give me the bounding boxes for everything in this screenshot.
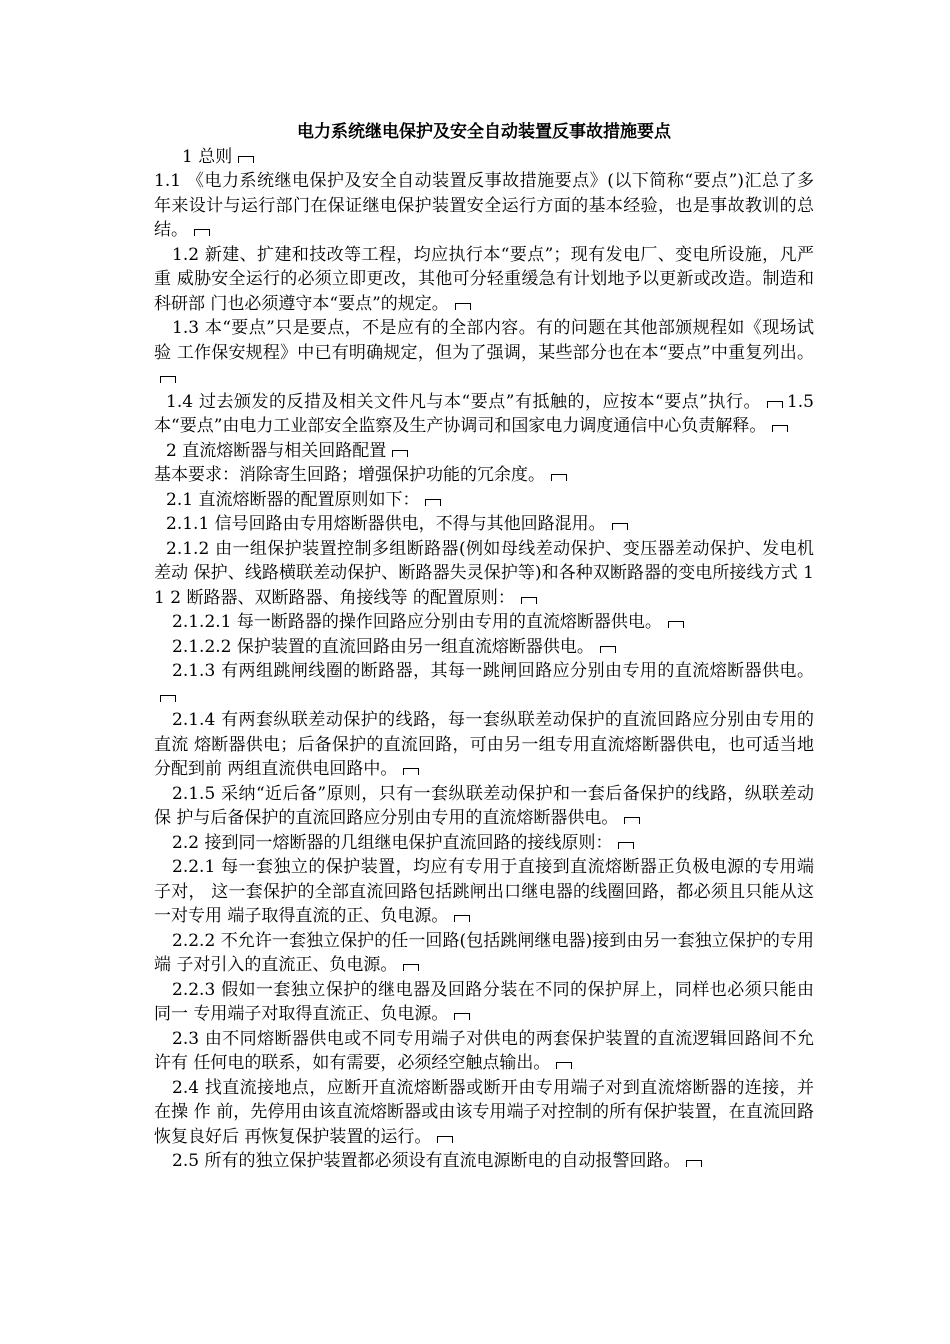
paragraph-text: 2.1.3 有两组跳闸线圈的断路器，其每一跳闸回路应分别由专用的直流熔断器供电。 <box>172 661 814 681</box>
paragraph-text: 2.2.3 假如一套独立保护的继电器及回路分装在不同的保护屏上，同样也必须只能由同一 专用端子对取得直流正、负电源。 <box>154 979 814 1024</box>
paragraph-mark-icon <box>600 646 616 653</box>
paragraph <box>154 145 814 170</box>
paragraph-mark-icon <box>551 474 567 481</box>
paragraph-mark-icon <box>767 401 783 408</box>
paragraph <box>154 463 814 488</box>
paragraph-text: 1.1 《电力系统继电保护及安全自动装置反事故措施要点》(以下简称“要点”)汇总了多 年来设计与运行部门在保证继电保护装置安全运行方面的基本经验，也是事故教训的总结。 <box>154 171 814 240</box>
paragraph-text: 2.1.5 采纳“近后备”原则，只有一套纵联差动保护和一套后备保护的线路，纵联差动保 护与后备保护的直流回路应分别由专用的直流熔断器供电。 <box>154 783 814 828</box>
section-heading <box>154 439 814 464</box>
paragraph-text: 2.1.4 有两套纵联差动保护的线路，每一套纵联差动保护的直流回路应分别由专用的直流 熔断器供电；后备保护的直流回路，可由另一组专用直流熔断器供电，也可适当地分配到前 两组直流供电回路中。 <box>154 710 814 779</box>
paragraph <box>154 831 814 856</box>
paragraph <box>154 488 814 513</box>
paragraph-text: 1.4 过去颁发的反措及相关文件凡与本“要点”有抵触的，应按本“要点”执行。 <box>166 391 761 412</box>
paragraph <box>154 169 814 243</box>
paragraph-mark-icon <box>392 450 408 457</box>
paragraph <box>154 635 814 660</box>
paragraph-mark-icon <box>556 1062 572 1069</box>
paragraph-mark-icon <box>618 842 634 849</box>
paragraph-mark-icon <box>160 376 176 383</box>
paragraph-mark-icon <box>668 621 684 628</box>
paragraph-text: 2.2 接到同一熔断器的几组继电保护直流回路的接线原则： <box>172 832 613 853</box>
paragraph <box>154 1076 814 1150</box>
document-page <box>154 120 814 1174</box>
paragraph <box>154 243 814 317</box>
paragraph-text: 2.1.2.1 每一断路器的操作回路应分别由专用的直流熔断器供电。 <box>172 612 662 632</box>
paragraph-text: 1.3 本“要点”只是要点，不是应有的全部内容。有的问题在其他部颁规程如《现场试验 工作保安规程》中已有明确规定，但为了强调，某些部分也在本“要点”中重复列出。 <box>154 318 814 363</box>
paragraph-mark-icon <box>160 695 176 702</box>
paragraph <box>154 978 814 1027</box>
paragraph-mark-icon <box>194 229 210 236</box>
paragraph <box>154 1149 814 1174</box>
paragraph <box>154 855 814 929</box>
paragraph <box>154 512 814 537</box>
paragraph-mark-icon <box>425 499 441 506</box>
paragraph-text: 1.2 新建、扩建和技改等工程，均应执行本“要点”；现有发电厂、变电所设施，凡严重 威胁安全运行的必须立即更改，其他可分轻重缓急有计划地予以更新或改造。制造和科研部 门也必须遵守本“要点”的规定。 <box>154 244 814 314</box>
paragraph <box>154 316 814 390</box>
paragraph-mark-icon <box>403 768 419 775</box>
paragraph <box>154 610 814 635</box>
paragraph-mark-icon <box>624 817 640 824</box>
paragraph-text: 2 直流熔断器与相关回路配置 <box>166 440 387 461</box>
paragraph-mark-icon <box>403 964 419 971</box>
paragraph-text: 1.5 本“要点”由电力工业部安全监察及生产协调司和国家电力调度通信中心负责解释。 <box>154 391 814 436</box>
paragraph-text: 2.5 所有的独立保护装置都必须设有直流电源断电的自动报警回路。 <box>172 1151 681 1171</box>
paragraph-mark-icon <box>455 303 471 310</box>
paragraph-text: 2.2.1 每一套独立的保护装置，均应有专用于直接到直流熔断器正负极电源的专用端子对， 这一套保护的全部直流回路包括跳闸出口继电器的线圈回路，都必须且只能从这一对专用 端子取得直流的正、负电源。 <box>154 857 814 926</box>
paragraph-mark-icon <box>612 523 628 530</box>
paragraph-text: 2.1.1 信号回路由专用熔断器供电，不得与其他回路混用。 <box>166 514 606 534</box>
paragraph-mark-icon <box>454 915 470 922</box>
paragraph <box>154 659 814 708</box>
paragraph-mark-icon <box>454 1013 470 1020</box>
paragraph <box>154 1027 814 1076</box>
paragraph <box>154 708 814 782</box>
document-title: 电力系统继电保护及安全自动装置反事故措施要点 <box>297 122 671 142</box>
paragraph <box>154 390 814 439</box>
paragraph-text: 2.3 由不同熔断器供电或不同专用端子对供电的两套保护装置的直流逻辑回路间不允许有 任何电的联系，如有需要，必须经空触点输出。 <box>154 1028 814 1073</box>
paragraph-text: 2.1 直流熔断器的配置原则如下： <box>166 489 420 510</box>
paragraph <box>154 929 814 978</box>
paragraph-text: 2.4 找直流接地点，应断开直流熔断器或断开由专用端子对到直流熔断器的连接，并在操 作 前，先停用由该直流熔断器或由该专用端子对控制的所有保护装置，在直流回路恢复良好后 再恢复保护装置的运行。 <box>154 1077 814 1147</box>
paragraph-mark-icon <box>686 1160 702 1167</box>
paragraph <box>154 537 814 611</box>
paragraph-mark-icon <box>772 425 788 432</box>
paragraph-mark-icon <box>521 597 537 604</box>
paragraph-text: 2.2.2 不允许一套独立保护的任一回路(包括跳闸继电器)接到由另一套独立保护的专用端 子对引入的直流正、负电源。 <box>154 930 814 975</box>
paragraph-text: 2.1.2.2 保护装置的直流回路由另一组直流熔断器供电。 <box>172 636 594 657</box>
paragraph-mark-icon <box>437 1136 453 1143</box>
paragraph-mark-icon <box>238 156 254 163</box>
paragraph-text: 基本要求：消除寄生回路；增强保护功能的冗余度。 <box>154 465 545 485</box>
paragraph-text: 2.1.2 由一组保护装置控制多组断路器(例如母线差动保护、变压器差动保护、发电机差动 保护、线路横联差动保护、断路器失灵保护等)和各种双断路器的变电所接线方式 1 1 2 断路器、双断路器、角接线等 的配置原则： <box>154 538 814 608</box>
paragraph <box>154 782 814 831</box>
paragraph-text: 1 总则 <box>182 146 233 167</box>
